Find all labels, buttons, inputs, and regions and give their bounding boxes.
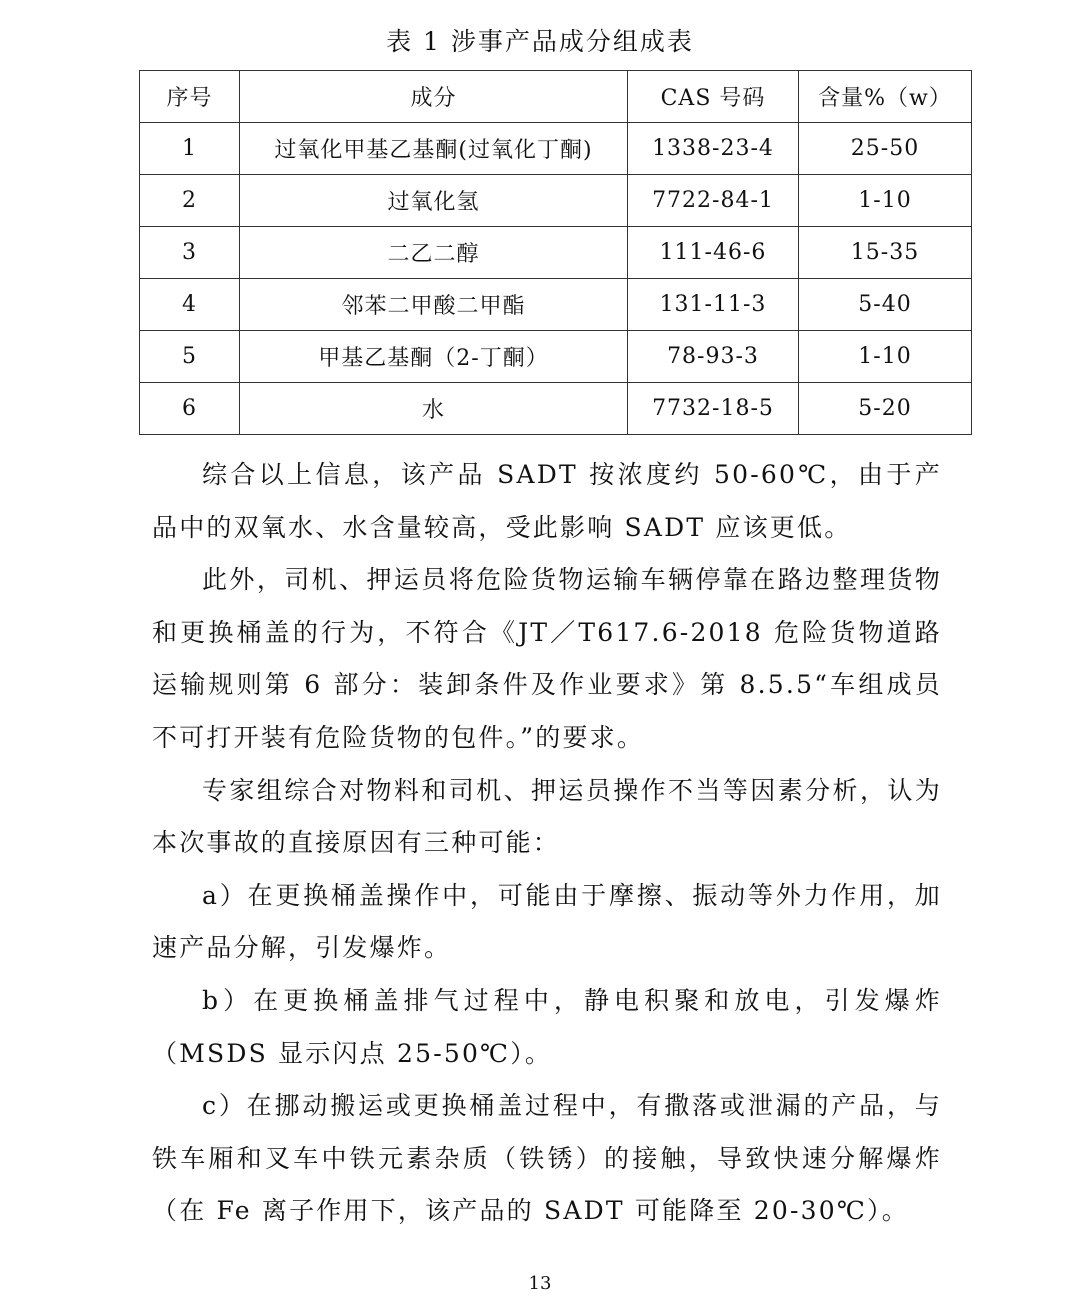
cell-cas: 7722-84-1 bbox=[628, 175, 799, 227]
cell-content: 25-50 bbox=[799, 123, 972, 175]
header-cell-content: 含量%（w） bbox=[799, 71, 972, 123]
cell-index: 3 bbox=[140, 227, 240, 279]
cell-component: 水 bbox=[240, 383, 628, 435]
table-header-row bbox=[140, 71, 972, 123]
table-title: 表 1 涉事产品成分组成表 bbox=[386, 27, 694, 56]
table-row bbox=[140, 227, 972, 279]
cell-index: 4 bbox=[140, 279, 240, 331]
table-row bbox=[140, 279, 972, 331]
paragraph-cause-a: a）在更换桶盖操作中，可能由于摩擦、振动等外力作用，加速产品分解，引发爆炸。 bbox=[152, 880, 942, 963]
cell-component: 二乙二醇 bbox=[240, 227, 628, 279]
cell-index: 2 bbox=[140, 175, 240, 227]
cell-cas: 7732-18-5 bbox=[628, 383, 799, 435]
cell-cas: 111-46-6 bbox=[628, 227, 799, 279]
cell-component: 过氧化氢 bbox=[240, 175, 628, 227]
cell-component: 甲基乙基酮（2-丁酮） bbox=[240, 331, 628, 383]
page-number: 13 bbox=[528, 1273, 552, 1294]
table-row bbox=[140, 123, 972, 175]
table-row bbox=[140, 331, 972, 383]
paragraph-sadt-summary: 综合以上信息，该产品 SADT 按浓度约 50-60℃，由于产品中的双氧水、水含量较高，受此影响 SADT 应该更低。 bbox=[152, 460, 942, 542]
table-row bbox=[140, 383, 972, 435]
cell-index: 5 bbox=[140, 331, 240, 383]
paragraph-expert-analysis: 专家组综合对物料和司机、押运员操作不当等因素分析，认为本次事故的直接原因有三种可能： bbox=[152, 775, 942, 858]
table-row bbox=[140, 175, 972, 227]
cell-index: 1 bbox=[140, 123, 240, 175]
cell-component: 过氧化甲基乙基酮(过氧化丁酮) bbox=[240, 123, 628, 175]
cell-content: 1-10 bbox=[799, 331, 972, 383]
cell-content: 15-35 bbox=[799, 227, 972, 279]
cell-cas: 78-93-3 bbox=[628, 331, 799, 383]
body-text bbox=[152, 449, 942, 1238]
cell-cas: 131-11-3 bbox=[628, 279, 799, 331]
cell-index: 6 bbox=[140, 383, 240, 435]
cell-content: 5-40 bbox=[799, 279, 972, 331]
cell-content: 5-20 bbox=[799, 383, 972, 435]
cell-content: 1-10 bbox=[799, 175, 972, 227]
header-cell-cas: CAS 号码 bbox=[628, 71, 799, 123]
paragraph-cause-c: c）在挪动搬运或更换桶盖过程中，有撒落或泄漏的产品，与铁车厢和叉车中铁元素杂质（铁锈）的接触，导致快速分解爆炸（在 Fe 离子作用下，该产品的 SADT 可能降至 20-30℃）。 bbox=[152, 1091, 942, 1226]
paragraph-cause-b: b）在更换桶盖排气过程中，静电积聚和放电，引发爆炸（MSDS 显示闪点 25-50℃）。 bbox=[152, 985, 942, 1068]
header-cell-component: 成分 bbox=[240, 71, 628, 123]
cell-component: 邻苯二甲酸二甲酯 bbox=[240, 279, 628, 331]
cell-cas: 1338-23-4 bbox=[628, 123, 799, 175]
paragraph-regulation-violation: 此外，司机、押运员将危险货物运输车辆停靠在路边整理货物和更换桶盖的行为，不符合《JT／T617.6-2018 危险货物道路运输规则第 6 部分：装卸条件及作业要求》第 8.5.5“车组成员不可打开装有危险货物的包件。”的要求。 bbox=[152, 565, 942, 752]
header-cell-index: 序号 bbox=[140, 71, 240, 123]
composition-table bbox=[139, 70, 972, 435]
